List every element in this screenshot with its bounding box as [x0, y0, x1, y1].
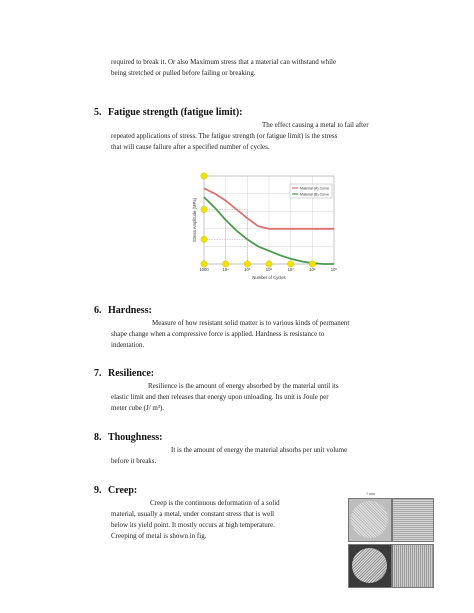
- section-heading-toughness: [94, 432, 162, 443]
- section-heading-resilience: [94, 368, 154, 379]
- hardness-line-1: Measure of how resistant solid matter is to various kinds of permanent: [152, 319, 350, 327]
- creep-specimen-image-2: [348, 544, 392, 588]
- resilience-line-3: meter cube (J/ m³).: [111, 404, 165, 412]
- x-tick-label: 10⁸: [309, 267, 316, 272]
- fatigue-line-3: that will cause failure after a specified number of cycles.: [111, 143, 270, 151]
- creep-line-4: Creeping of metal is shown in fig.: [111, 532, 207, 540]
- fatigue-sn-chart: [190, 172, 340, 286]
- x-tick-label: 10⁹: [330, 267, 338, 272]
- section-heading-hardness: [94, 305, 152, 316]
- section-title: Hardness:: [108, 305, 152, 316]
- hardness-line-2: shape change when a compressive force is applied. Hardness is resistance to: [111, 330, 325, 338]
- creep-figure-caption: 1 mm: [366, 491, 376, 496]
- section-title: Creep:: [108, 485, 138, 496]
- x-tick-label: 10⁵: [244, 267, 251, 272]
- x-tick-label: 10⁷: [287, 267, 294, 272]
- section-title: Resilience:: [108, 368, 155, 379]
- section-number: 8.: [94, 432, 102, 443]
- x-tick-label: 10⁴: [222, 267, 229, 272]
- x-axis-label: Number of Cycles: [252, 275, 286, 280]
- creep-microstructure-image-2: [392, 544, 434, 588]
- section-number: 7.: [94, 368, 102, 379]
- creep-line-3: below its yield point. It mostly occurs at high temperature.: [111, 521, 275, 529]
- fatigue-line-2: repeated applications of stress. The fatigue strength (or fatigue limit) is the stress: [111, 132, 338, 140]
- intro-line-1: required to break it. Or also Maximum stress that a material can withstand while: [111, 58, 337, 66]
- fatigue-line-1: The effect causing a metal to fail after: [262, 121, 369, 129]
- creep-specimen-image-1: [348, 498, 392, 542]
- creep-microstructure-image-1: [392, 498, 434, 542]
- x-tick-label: 1000: [199, 267, 209, 272]
- data-marker: [201, 236, 207, 242]
- x-tick-label: 10⁶: [265, 267, 273, 272]
- section-title: Fatigue strength (fatigue limit):: [108, 107, 243, 118]
- section-number: 5.: [94, 107, 102, 118]
- section-number: 9.: [94, 485, 102, 496]
- y-axis-label: Stress Amplitude (MPa): [192, 198, 197, 242]
- data-marker: [201, 206, 207, 212]
- section-number: 6.: [94, 305, 102, 316]
- data-marker: [201, 173, 207, 179]
- creep-line-1: Creep is the continuous deformation of a solid: [150, 499, 280, 507]
- resilience-line-2: elastic limit and then releases that energy upon unloading. Its unit is Joule per: [111, 393, 329, 401]
- toughness-line-1: It is the amount of energy the material absorbs per unit volume: [171, 446, 348, 454]
- hardness-line-3: indentation.: [111, 341, 145, 349]
- toughness-line-2: before it breaks.: [111, 457, 157, 465]
- section-heading-fatigue: [94, 107, 243, 118]
- resilience-line-1: Resilience is the amount of energy absorbed by the material until its: [148, 382, 339, 390]
- section-heading-creep: [94, 485, 137, 496]
- section-title: Thoughness:: [108, 432, 163, 443]
- creep-line-2: material, usually a metal, under constant stress that is well: [111, 510, 275, 518]
- legend-label: Material (B) Curve: [300, 192, 330, 197]
- intro-line-2: being stretched or pulled before failing or breaking.: [111, 69, 256, 77]
- legend-label: Material (A) Curve: [300, 186, 330, 191]
